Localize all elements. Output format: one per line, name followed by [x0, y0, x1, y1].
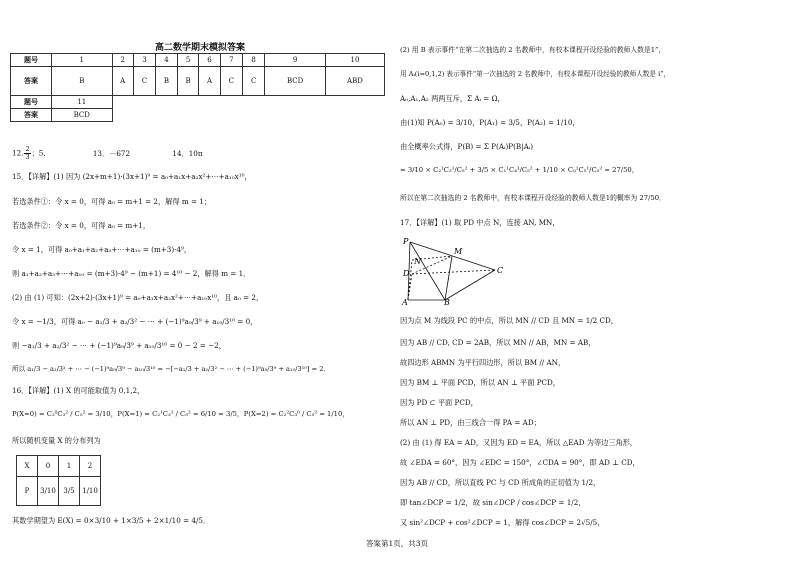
table-cell: A	[112, 67, 133, 96]
table-cell: 9	[265, 54, 326, 67]
table-cell: 3	[133, 54, 155, 67]
q16-line: 所以在第二次抽选的 2 名教师中，有校本课程开设经验的教师人数是1的概率为 27/50．	[400, 194, 666, 202]
table-row	[11, 54, 385, 67]
table-cell: C	[133, 67, 155, 96]
table-cell: 3/10	[38, 477, 59, 506]
figure-label: A	[402, 298, 408, 306]
table-cell: P	[17, 477, 38, 506]
table-cell: 答案	[11, 67, 52, 96]
table-cell: 题号	[11, 96, 52, 109]
q17-line: 17．【详解】(1) 取 PD 中点 N，连接 AN, MN，	[400, 218, 560, 227]
table-row	[11, 67, 385, 96]
answer-table	[10, 53, 385, 122]
table-cell: B	[52, 67, 113, 96]
table-cell: B	[156, 67, 178, 96]
q16-line: (2) 用 B 表示事件“在第二次抽选的 2 名教师中，有校本课程开设经验的教师人数是1”，	[400, 46, 666, 54]
figure-label: N	[414, 257, 421, 266]
table-cell: C	[243, 67, 265, 96]
table-cell: A	[199, 67, 220, 96]
q16-line: = 3/10 × C₂¹C₃¹/C₅² + 3/5 × C₁¹C₄¹/C₅² + 1/10 × C₀¹C₅¹/C₅² = 27/50，	[400, 166, 639, 174]
q17-line: 又 sin²∠DCP + cos²∠DCP = 1，解得 cos∠DCP = 2√5/5，	[400, 518, 605, 527]
q16-line: 用 Aᵢ(i=0,1,2) 表示事件“第一次抽选的 2 名教师中，有校本课程开设经验的教师人数是 i”，	[400, 70, 671, 78]
table-cell: 题号	[11, 54, 52, 67]
q15-line: 若选条件②：令 x = 0，可得 a₀ = m+1，	[12, 221, 151, 230]
q17-line: (2) 由 (1) 得 EA = AD，又因为 ED = EA，所以 △EAD 为等边三角形，	[400, 438, 638, 447]
q15-line: 15．【详解】(1) 因为 (2x+m+1)·(3x+1)⁹ = a₀+a₁x+a₂x²+⋯+a₁₀x¹⁰，	[12, 172, 252, 181]
table-row	[11, 109, 385, 122]
table-cell: 6	[199, 54, 220, 67]
page-title: 高二数学期末模拟答案	[154, 43, 245, 53]
table-cell: 0	[38, 456, 59, 477]
figure-label: B	[444, 298, 450, 306]
table-cell: 10	[325, 54, 384, 67]
table-row	[17, 456, 101, 477]
figure-label: M	[454, 247, 463, 256]
q16-line: P(X=0) = C₂⁰C₃² / C₅² = 3/10，P(X=1) = C₂¹C₃¹ / C₅² = 6/10 = 3/5，P(X=2) = C₂²C₃⁰ / C₅² = 1/10，	[12, 410, 350, 418]
table-cell: 4	[156, 54, 178, 67]
figure-label: D	[403, 269, 410, 278]
table-cell: 11	[52, 96, 113, 109]
table-cell: 答案	[11, 109, 52, 122]
table-cell: ABD	[325, 67, 384, 96]
table-row	[17, 477, 101, 506]
table-cell: X	[17, 456, 38, 477]
q17-line: 因为 PD ⊂ 平面 PCD，	[400, 398, 478, 407]
table-cell: 1/10	[80, 477, 101, 506]
q16-line: A₀,A₁,A₂ 两两互斥，Σ Aᵢ = Ω，	[400, 94, 505, 103]
q16-line: 其数学期望为 E(X) = 0×3/10 + 1×3/5 + 2×1/10 = 4/5．	[12, 516, 211, 525]
figure-label: P	[403, 237, 409, 246]
q15-line: 令 x = 1，可得 a₀+a₁+a₂+a₃+⋯+a₁₀ = (m+3)·4⁹，	[12, 245, 192, 254]
q17-line: 故 ∠EDA = 60°，因为 ∠EDC = 150°，∠CDA = 90°，即 AD ⊥ CD，	[400, 458, 640, 467]
q15-line: 若选条件①：令 x = 0，可得 a₀ = m+1 = 2，解得 m = 1；	[12, 197, 212, 206]
q16-line: 由(1)知 P(A₀) = 3/10，P(A₁) = 3/5，P(A₂) = 1/10，	[400, 118, 580, 127]
q17-line: 因为 AB // CD, CD = 2AB，所以 MN // AB，MN = AB，	[400, 338, 596, 347]
q17-line: 所以 AN ⊥ PD，由三线合一得 PA = AD；	[400, 418, 541, 427]
table-cell: 8	[243, 54, 265, 67]
pyramid-figure	[400, 234, 510, 306]
q15-line: (2) 由 (1) 可知：(2x+2)·(3x+1)⁹ = a₀+a₁x+a₂x²+⋯+a₁₀x¹⁰，且 a₀ = 2，	[12, 293, 264, 302]
q17-line: 因为 BM ⊥ 平面 PCD，所以 AN ⊥ 平面 PCD，	[400, 378, 560, 387]
table-cell: BCD	[265, 67, 326, 96]
table-cell: B	[177, 67, 199, 96]
figure-label: C	[497, 266, 504, 275]
table-cell: 1	[52, 54, 113, 67]
table-cell: 3/5	[59, 477, 80, 506]
q16-line: 所以随机变量 X 的分布列为	[12, 436, 101, 445]
table-cell: C	[220, 67, 242, 96]
table-cell: BCD	[52, 109, 113, 122]
page-footer: 答案第1页，共3页	[365, 539, 429, 548]
q15-line: 令 x = −1/3，可得 a₀ − a₁/3 + a₂/3² − ⋯ + (−1)⁹a₉/3⁹ + a₁₀/3¹⁰ = 0，	[12, 317, 258, 326]
q15-line: 则 a₁+a₂+a₃+⋯+a₁₀ = (m+3)·4⁹ − (m+1) = 4¹⁰ − 2，解得 m = 1．	[12, 269, 251, 278]
q15-line: 所以 a₁/3 − a₂/3² + ⋯ − (−1)⁹a₉/3⁹ − a₁₀/3¹⁰ = −[−a₁/3 + a₂/3² − ⋯ + (−1)⁹a₉/3⁹ + a₁₀/3¹⁰] = 2．	[12, 365, 331, 373]
q16-line: 16．【详解】(1) X 的可能取值为 0,1,2，	[12, 386, 145, 395]
distribution-table	[16, 455, 101, 506]
q17-line: 因为点 M 为线段 PC 的中点，所以 MN // CD 且 MN = 1/2 CD，	[400, 316, 618, 325]
q17-line: 因为 AB // CD，所以直线 PC 与 CD 所成角的正切值为 1/2，	[400, 478, 601, 487]
table-cell: 5	[177, 54, 199, 67]
q16-line: 由全概率公式得，P(B) = Σ P(Aᵢ)P(B|Aᵢ)	[400, 142, 534, 151]
table-cell: 2	[112, 54, 133, 67]
q17-line: 即 tan∠DCP = 1/2，故 sin∠DCP / cos∠DCP = 1/2，	[400, 498, 586, 507]
table-row	[11, 96, 385, 109]
table-cell: 2	[80, 456, 101, 477]
answers-12-14: 12. $\frac{2}{3}$ ；5． 13．－672 14．10π	[12, 145, 203, 161]
q15-line: 则 −a₁/3 + a₂/3² − ⋯ + (−1)⁹a₉/3⁹ + a₁₀/3¹⁰ = 0 − 2 = −2，	[12, 341, 226, 350]
q17-line: 故四边形 ABMN 为平行四边形，所以 BM // AN，	[400, 358, 566, 367]
table-cell: 7	[220, 54, 242, 67]
table-cell: 1	[59, 456, 80, 477]
